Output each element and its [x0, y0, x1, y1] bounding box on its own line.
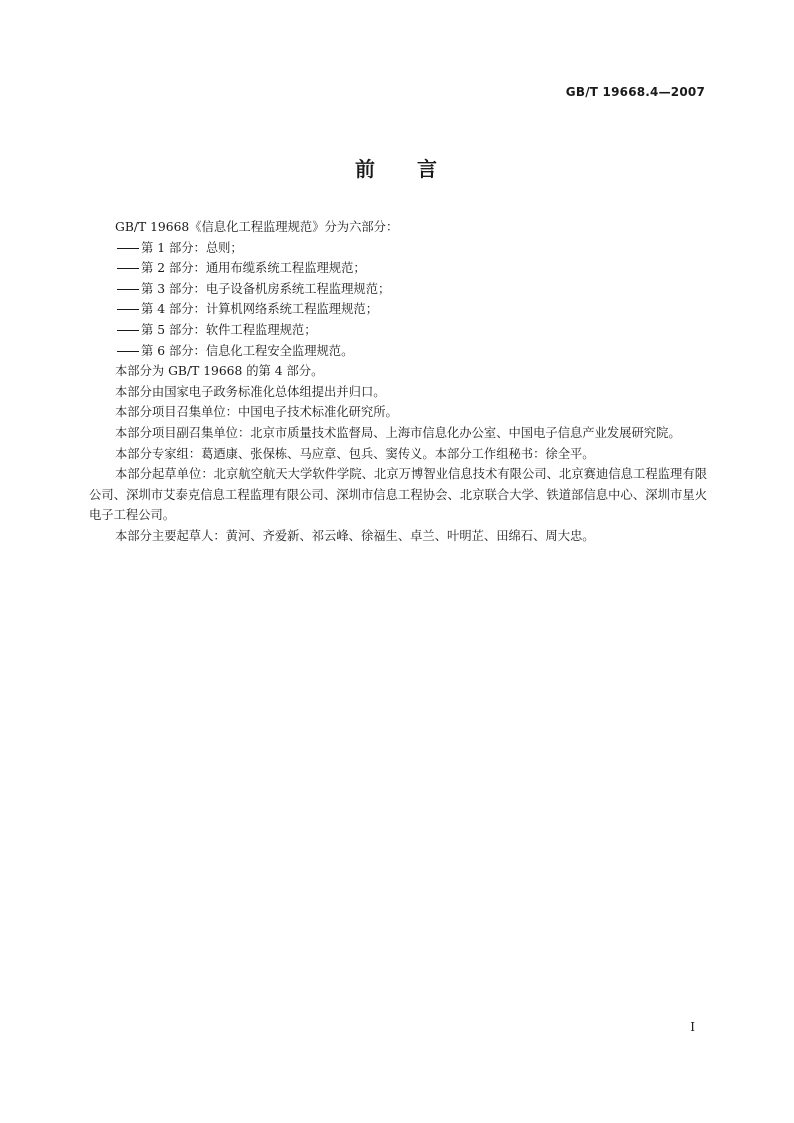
part-list-item — [89, 279, 707, 300]
part-list-item — [89, 299, 707, 320]
proposer-paragraph: 本部分由国家电子政务标准化总体组提出并归口。 — [115, 384, 386, 399]
drafting-units-paragraph: 本部分起草单位：北京航空航天大学软件学院、北京万博智业信息技术有限公司、北京赛迪信息工程监理有限公司、深圳市艾泰克信息工程监理有限公司、深圳市信息工程协会、北京联合大学、铁道部信息中心、深圳市星火电子工程公司。 — [89, 467, 707, 523]
part-text: 第 2 部分：通用布缆系统工程监理规范； — [141, 261, 366, 276]
part-list-item — [89, 238, 707, 259]
standard-code: GB/T 19668.4—2007 — [565, 85, 705, 99]
part-text: 第 5 部分：软件工程监理规范； — [141, 322, 317, 337]
foreword-body — [89, 217, 707, 547]
drafters-paragraph: 本部分主要起草人：黄河、齐爱新、祁云峰、徐福生、卓兰、叶明芷、田绵石、周大忠。 — [115, 528, 595, 543]
part-list-item — [89, 258, 707, 279]
part-statement-paragraph: 本部分为 GB/T 19668 的第 4 部分。 — [115, 364, 324, 379]
part-text: 第 6 部分：信息化工程安全监理规范。 — [141, 343, 354, 358]
part-text: 第 1 部分：总则； — [141, 240, 243, 255]
page-title — [0, 153, 794, 182]
dash-mark — [117, 351, 139, 352]
vice-convener-paragraph: 本部分项目副召集单位：北京市质量技术监督局、上海市信息化办公室、中国电子信息产业发展研究院。 — [115, 425, 681, 440]
convener-paragraph: 本部分项目召集单位：中国电子技术标准化研究所。 — [115, 405, 398, 420]
intro-paragraph: GB/T 19668《信息化工程监理规范》分为六部分： — [115, 220, 399, 234]
title-char-2: 言 — [417, 157, 439, 181]
title-char-1: 前 — [355, 157, 377, 181]
dash-mark — [117, 268, 139, 269]
page-number: I — [690, 1020, 695, 1034]
dash-mark — [117, 330, 139, 331]
dash-mark — [117, 248, 139, 249]
dash-mark — [117, 289, 139, 290]
expert-group-paragraph: 本部分专家组：葛迺康、张保栋、马应章、包兵、窦传义。本部分工作组秘书：徐全平。 — [115, 446, 595, 461]
dash-mark — [117, 309, 139, 310]
part-text: 第 3 部分：电子设备机房系统工程监理规范； — [141, 281, 391, 296]
part-text: 第 4 部分：计算机网络系统工程监理规范； — [141, 302, 378, 317]
part-list-item — [89, 341, 707, 362]
part-list-item — [89, 320, 707, 341]
